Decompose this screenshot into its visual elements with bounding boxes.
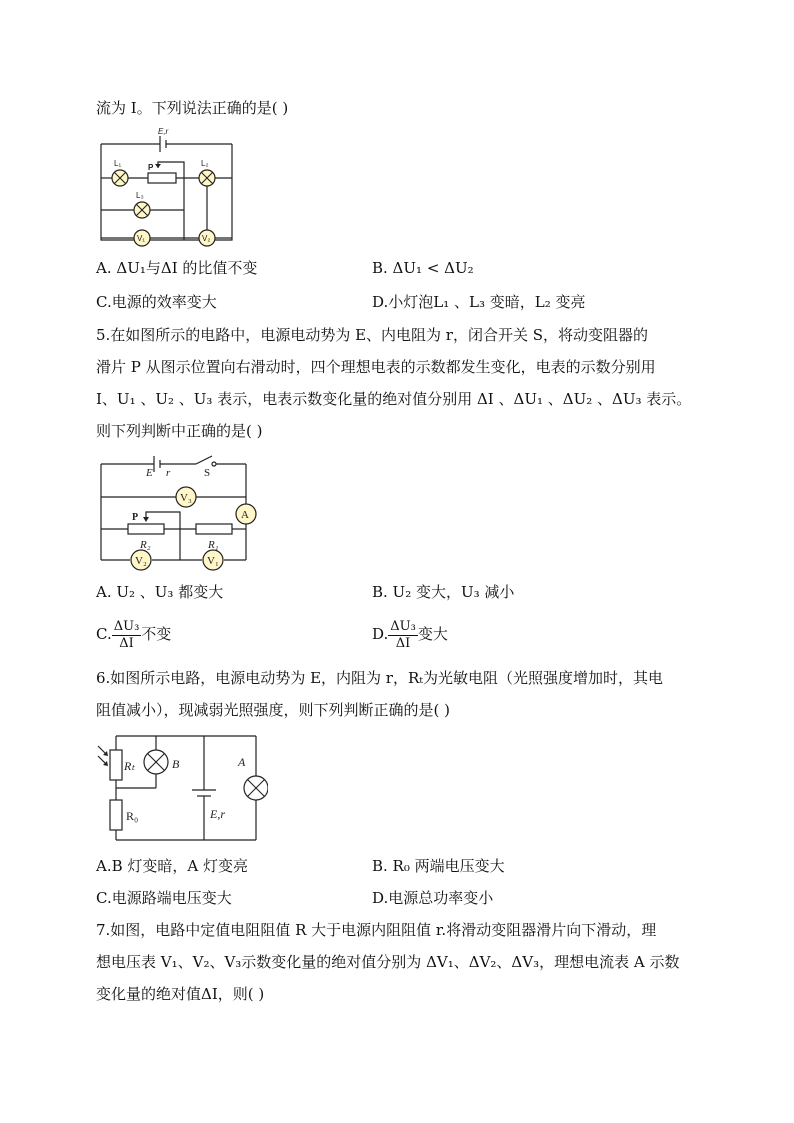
q4-option-b: B. ΔU₁ < ΔU₂ — [372, 259, 474, 277]
q6-option-b: B. R₀ 两端电压变大 — [372, 857, 505, 875]
q5-option-d-den: ΔI — [395, 635, 411, 651]
q5-option-c — [96, 612, 171, 656]
q5-option-c-label: C. — [96, 625, 112, 643]
q4-label-l1: L₁ — [114, 159, 122, 168]
q4-label-v1: V₁ — [137, 234, 146, 243]
q5-option-b: B. U₂ 变大，U₃ 减小 — [372, 583, 515, 601]
q5-label-v2: V₂ — [135, 555, 147, 567]
q4-label-v2: V₂ — [202, 234, 211, 243]
q4-label-l2: L₂ — [201, 159, 209, 168]
q4-option-a: A. ΔU₁与ΔI 的比值不变 — [96, 259, 258, 277]
q6-label-a: A — [238, 755, 246, 769]
q5-option-c-text: 不变 — [141, 625, 172, 643]
q7-line2: 想电压表 V₁、V₂、V₃示数变化量的绝对值分别为 ΔV₁、ΔV₂、ΔV₃，理想电流表 A 示数 — [96, 953, 680, 971]
q5-option-a: A. U₂ 、U₃ 都变大 — [96, 583, 224, 601]
q5-option-d-label: D. — [372, 625, 389, 643]
q4-option-c: C.电源的效率变大 — [96, 293, 217, 311]
q5-line3: I、U₁ 、U₂ 、U₃ 表示，电表示数变化量的绝对值分别用 ΔI 、ΔU₁ 、ΔU₂ 、ΔU₃ 表示。 — [96, 390, 692, 408]
q5-line1: 5.在如图所示的电路中，电源电动势为 E、内电阻为 r，闭合开关 S，将动变阻器的 — [96, 326, 649, 344]
q4-label-l3: L₃ — [136, 191, 144, 200]
q5-label-s: S — [204, 467, 211, 479]
q5-label-a: A — [241, 509, 249, 521]
q6-option-c: C.电源路端电压变大 — [96, 889, 232, 907]
q6-label-rt: Rₜ — [124, 759, 135, 773]
q5-option-d-fraction — [388, 619, 418, 652]
q4-text: 流为 I。下列说法正确的是( ) — [96, 99, 289, 117]
q7-line3: 变化量的绝对值ΔI，则( ) — [96, 985, 265, 1003]
q6-line1: 6.如图所示电路，电源电动势为 E，内阻为 r，Rₜ为光敏电阻（光照强度增加时，其电 — [96, 669, 663, 687]
q4-circuit-diagram — [96, 122, 246, 247]
q5-option-c-num: ΔU₃ — [113, 618, 140, 634]
q5-label-p: P — [132, 512, 139, 523]
q6-option-d: D.电源总功率变小 — [372, 889, 494, 907]
q6-option-a: A.B 灯变暗，A 灯变亮 — [96, 857, 248, 875]
q5-line2: 滑片 P 从图示位置向右滑动时，四个理想电表的示数都发生变化，电表的示数分别用 — [96, 358, 656, 376]
q5-option-c-den: ΔI — [119, 635, 134, 651]
q4-option-d: D.小灯泡L₁ 、L₃ 变暗，L₂ 变亮 — [372, 293, 586, 311]
q5-label-r2: R₂ — [140, 539, 151, 551]
q4-label-p: P — [148, 163, 154, 172]
q5-circuit-diagram — [96, 452, 264, 574]
q4-label-er: E,r — [158, 127, 169, 136]
q5-label-e: E — [146, 467, 153, 479]
q6-line2: 阻值减小），现减弱光照强度，则下列判断正确的是( ) — [96, 701, 450, 719]
q5-label-r1: R₁ — [208, 539, 219, 551]
q5-label-v1: V₁ — [207, 555, 219, 567]
q5-option-d — [372, 612, 448, 656]
q6-label-er: E,r — [210, 807, 225, 821]
q7-line1: 7.如图，电路中定值电阻阻值 R 大于电源内阻阻值 r.将滑动变阻器滑片向下滑动，理 — [96, 921, 657, 939]
q5-option-c-fraction — [112, 619, 142, 652]
q5-label-v3: V₃ — [180, 492, 192, 504]
q6-circuit-diagram — [96, 728, 268, 846]
q5-label-r: r — [166, 467, 171, 479]
q5-option-d-num: ΔU₃ — [390, 618, 416, 634]
q6-label-b: B — [172, 757, 180, 771]
q5-line4: 则下列判断中正确的是( ) — [96, 422, 263, 440]
q6-label-r0: R₀ — [126, 809, 139, 823]
q5-option-d-text: 变大 — [417, 625, 448, 643]
